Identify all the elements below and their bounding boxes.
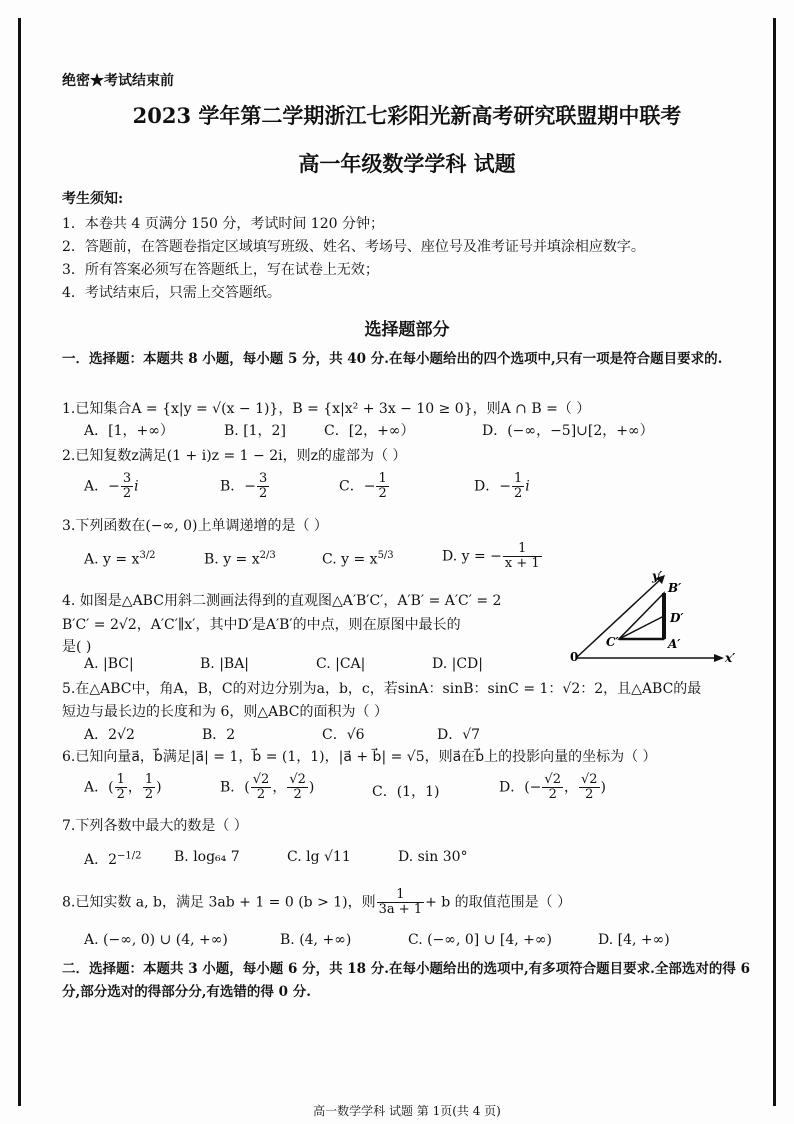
question-1-option-c: C．[2，+∞） <box>324 423 415 439</box>
y-axis <box>576 578 662 658</box>
question-8-option-b: B. (4, +∞) <box>280 932 352 948</box>
question-7-option-d: D. sin 30° <box>398 849 468 865</box>
question-1-option-a: A．[1，+∞） <box>84 423 174 439</box>
question-6-stem: 6.已知向量a⃗，b⃗满足|a⃗| = 1，b⃗ = (1，1)，|a⃗ + b⃗| = √5，则a⃗在b⃗上的投影向量的坐标为（ ） <box>62 749 657 765</box>
question-3-option-b: B. $y = x^{2/3}$ <box>204 550 276 568</box>
label-b: B′ <box>668 581 682 595</box>
question-4-option-a: A. |BC| <box>84 656 134 672</box>
question-8-stem: 8.已知实数 a, b，满足 3ab + 1 = 0 (b > 1)，则 $\frac{1}{3a + 1}$ + b 的取值范围是（ ） <box>62 887 572 917</box>
confidential-mark: 绝密★考试结束前 <box>62 73 174 89</box>
notice-item: 2．答题前，在答题卷指定区域填写班级、姓名、考场号、座位号及准考证号并填涂相应数字。 <box>62 239 645 255</box>
question-3-option-c: C. $y = x^{5/3}$ <box>322 550 394 568</box>
question-2-option-d: D．− $\frac{1}{2}$ i <box>474 471 530 501</box>
question-8-option-c: C. (−∞, 0] ∪ [4, +∞) <box>408 932 552 948</box>
question-4-line-2: B′C′ = 2√2，A′C′∥x′，其中D′是A′B′的中点，则在原图中最长的 <box>62 617 461 633</box>
part-two-instructions: 二．选择题：本题共 3 小题，每小题 6 分，共 18 分.在每小题给出的选项中,有多项符合题目要求.全部选对的得 6 分,部分选对的得部分分,有选错的得 0 分. <box>62 961 750 1000</box>
question-2-option-a: A．− $\frac{3}{2}$ i <box>84 471 139 501</box>
question-4-line-3: 是( ) <box>62 639 92 655</box>
question-3-option-a: A. $y = x^{3/2}$ <box>84 550 156 568</box>
label-a: A′ <box>668 637 681 651</box>
notice-item: 4．考试结束后，只需上交答题纸。 <box>62 285 281 301</box>
label-x: x′ <box>725 651 736 665</box>
x-axis-arrow <box>714 654 724 662</box>
question-6-option-d: D．(− $\frac{√2}{2}$ ， $\frac{√2}{2}$ ) <box>499 772 607 802</box>
question-7-option-b: B. log₆₄ 7 <box>174 849 240 865</box>
part-one-instructions: 一．选择题：本题共 8 小题，每小题 5 分，共 40 分.在每小题给出的四个选项中,只有一项是符合题目要求的. <box>62 351 723 367</box>
page-footer: 高一数学学科 试题 第 1页(共 4 页) <box>313 1104 501 1118</box>
question-6-option-a: A．( $\frac{1}{2}$ ， $\frac{1}{2}$ ) <box>84 772 162 802</box>
question-5-option-c: C．√6 <box>322 727 365 743</box>
question-4-line-1: 4. 如图是△ABC用斜二测画法得到的直观图△A′B′C′，A′B′ = A′C′ = 2 <box>62 593 502 609</box>
question-2-option-c: C．− $\frac{1}{2}$ <box>339 471 387 501</box>
question-8-option-d: D. [4, +∞) <box>598 932 670 948</box>
label-y: y′ <box>652 569 663 583</box>
exam-title: 2023 学年第二学期浙江七彩阳光新高考研究联盟期中联考 <box>132 103 682 128</box>
question-7-stem: 7.下列各数中最大的数是（ ） <box>62 818 248 834</box>
question-7-option-a: A．$2^{-1/2}$ <box>84 850 142 868</box>
notice-item: 1．本卷共 4 页满分 150 分，考试时间 120 分钟； <box>62 216 384 232</box>
question-4-option-c: C. |CA| <box>316 656 366 672</box>
label-c: C′ <box>606 635 619 649</box>
question-2-stem: 2.已知复数z满足(1 + i)z = 1 − 2i，则z的虚部为（ ） <box>62 448 407 464</box>
question-7-option-c: C. lg √11 <box>287 849 351 865</box>
question-5-option-a: A．2√2 <box>84 727 135 743</box>
section-title: 选择题部分 <box>364 320 450 340</box>
question-5-option-d: D．√7 <box>437 727 481 743</box>
question-1-stem: 1.已知集合A = {x|y = √(x − 1)}，B = {x|x² + 3x − 10 ≥ 0}，则A ∩ B =（ ） <box>62 401 591 417</box>
label-origin: 0 <box>570 650 579 664</box>
question-3-option-d: D. y = − $\frac{1}{x + 1}$ <box>442 541 540 571</box>
question-8-option-a: A. (−∞, 0) ∪ (4, +∞) <box>84 932 228 948</box>
question-4-option-d: D. |CD| <box>432 656 483 672</box>
question-6-option-c: C．(1，1) <box>372 784 440 800</box>
exam-subtitle: 高一年级数学学科 试题 <box>298 151 516 176</box>
question-4-option-b: B. |BA| <box>200 656 250 672</box>
notice-heading: 考生须知: <box>62 191 124 207</box>
question-5-line-1: 5.在△ABC中，角A，B，C的对边分别为a，b，c，若sinA：sinB：sinC = 1：√2：2，且△ABC的最 <box>62 681 702 697</box>
question-3-stem: 3.下列函数在(−∞, 0)上单调递增的是（ ） <box>62 518 328 534</box>
question-6-option-b: B．( $\frac{√2}{2}$ ， $\frac{√2}{2}$ ) <box>220 772 315 802</box>
question-2-option-b: B．− $\frac{3}{2}$ <box>220 471 268 501</box>
label-d: D′ <box>670 611 684 625</box>
question-1-option-b: B. [1，2] <box>224 423 286 439</box>
notice-item: 3．所有答案必须写在答题纸上，写在试卷上无效； <box>62 262 379 278</box>
question-1-option-d: D．(−∞，−5]∪[2，+∞） <box>482 423 654 439</box>
triangle-abc <box>619 593 664 639</box>
oblique-projection-figure <box>502 498 742 668</box>
question-5-option-b: B．2 <box>202 727 236 743</box>
segment-cd <box>619 616 664 639</box>
question-5-line-2: 短边与最长边的长度和为 6，则△ABC的面积为（ ） <box>62 704 388 720</box>
